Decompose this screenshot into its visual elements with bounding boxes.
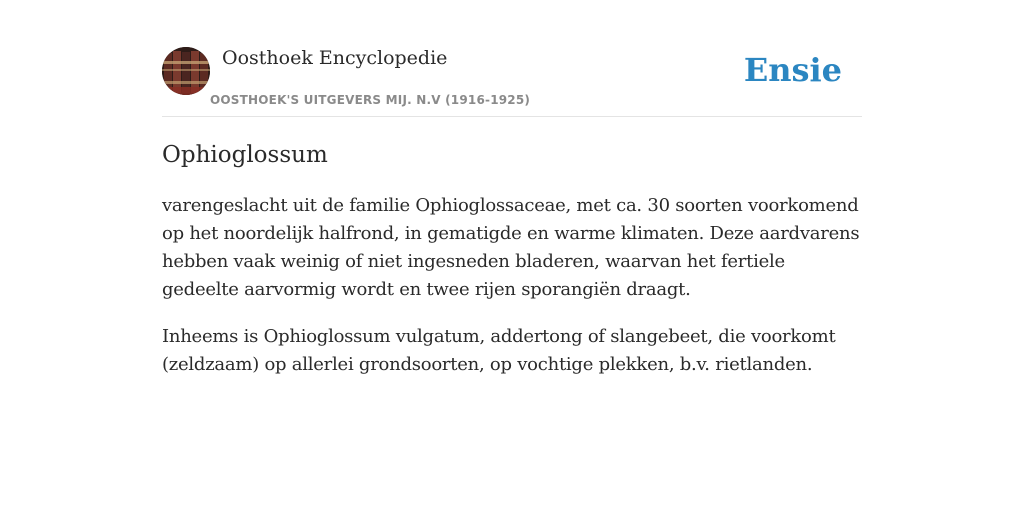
article-paragraph: varengeslacht uit de familie Ophioglossaceae, met ca. 30 soorten voorkomend op het noordelijk halfrond, in gematigde en warme klimaten. Deze aardvarens hebben vaak weinig of niet ingesneden bladeren, waarvan het fertiele gedeelte aarvormig wordt en twee rijen sporangiën draagt. bbox=[162, 195, 860, 300]
brand-logo[interactable]: Ensie bbox=[743, 51, 842, 89]
article-title: Ophioglossum bbox=[162, 142, 328, 168]
source-header bbox=[162, 46, 862, 117]
source-title[interactable]: Oosthoek Encyclopedie bbox=[222, 47, 448, 69]
article-body bbox=[162, 192, 862, 398]
source-avatar[interactable] bbox=[162, 47, 210, 95]
book-spines-icon bbox=[162, 47, 210, 95]
article-paragraph: Inheems is Ophioglossum vulgatum, addertong of slangebeet, die voorkomt (zeldzaam) op allerlei grondsoorten, op vochtige plekken, b.v. rietlanden. bbox=[162, 326, 836, 375]
source-subtitle: OOSTHOEK'S UITGEVERS MIJ. N.V (1916-1925) bbox=[210, 93, 531, 107]
